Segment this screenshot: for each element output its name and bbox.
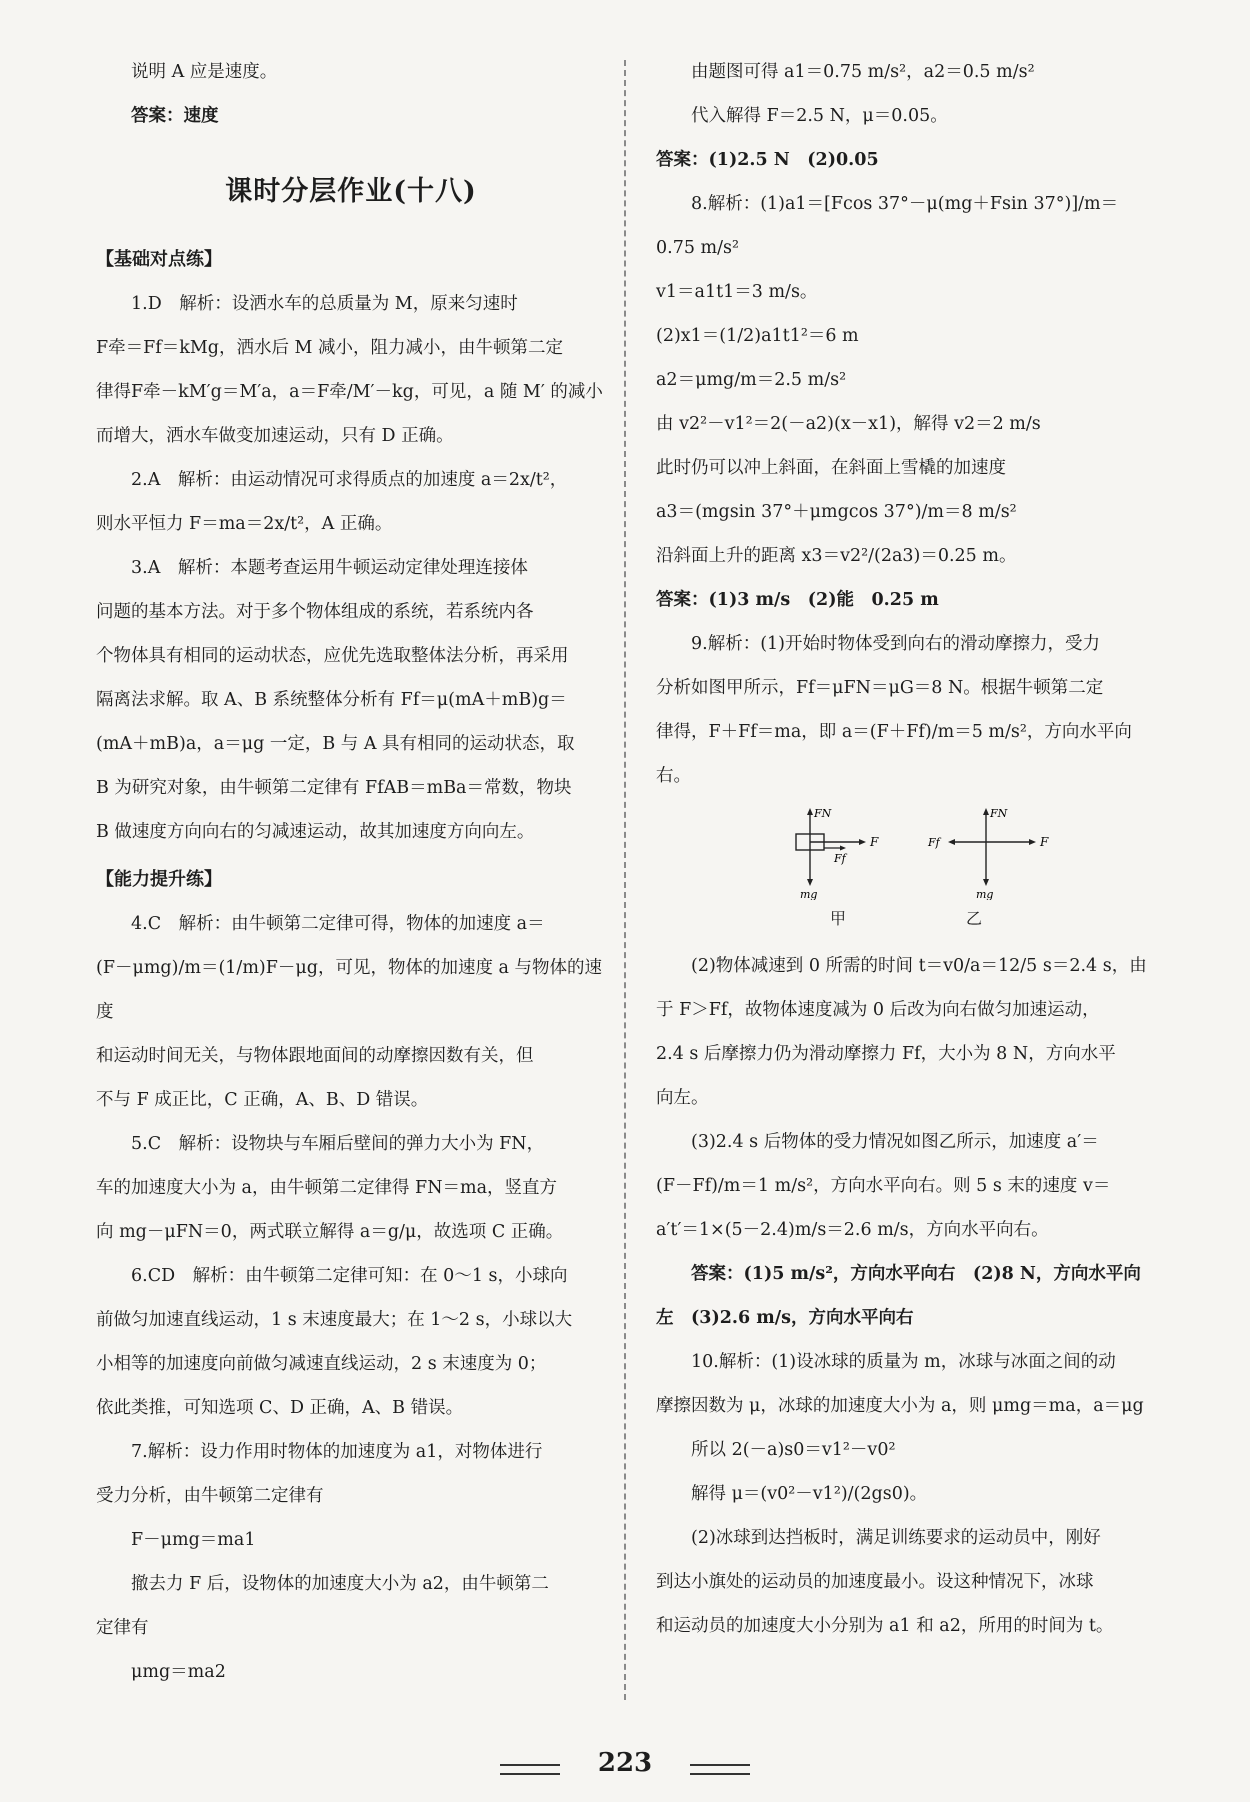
text-line: 摩擦因数为 μ，冰球的加速度大小为 a，则 μmg＝ma，a＝μg	[656, 1396, 1144, 1416]
question-3	[96, 546, 606, 854]
label-ff: Ff	[834, 852, 846, 865]
equation-line: 所以 2(－a)s0＝v1²－v0²	[691, 1440, 896, 1460]
text-line: 到达小旗处的运动员的加速度最小。设这种情况下，冰球	[656, 1572, 1094, 1592]
text-line: a3＝(mgsin 37°＋μmgcos 37°)/m＝8 m/s²	[656, 502, 1017, 522]
equation-line: F－μmg＝ma1	[131, 1530, 256, 1550]
text-line: 1.D 解析：设洒水车的总质量为 M，原来匀速时	[131, 294, 518, 314]
text-line: 8.解析：(1)a1＝[Fcos 37°－μ(mg＋Fsin 37°)]/m＝0.75 m/s²	[656, 194, 1119, 258]
question-1	[96, 282, 606, 458]
text-line: 2.4 s 后摩擦力仍为滑动摩擦力 Ff，大小为 8 N，方向水平	[656, 1044, 1116, 1064]
text-line: B 为研究对象，由牛顿第二定律有 FfAB＝mBa＝常数，物块	[96, 778, 572, 798]
text-line: 依此类推，可知选项 C、D 正确，A、B 错误。	[96, 1398, 464, 1418]
text-line: 则水平恒力 F＝ma＝2x/t²，A 正确。	[96, 514, 393, 534]
question-10	[656, 1340, 1156, 1648]
text-line: 问题的基本方法。对于多个物体组成的系统，若系统内各	[96, 602, 534, 622]
arrowhead-mg	[983, 879, 989, 886]
text-line: 6.CD 解析：由牛顿第二定律可知：在 0～1 s，小球向	[131, 1266, 568, 1286]
text-line: 10.解析：(1)设冰球的质量为 m，冰球与冰面之间的动	[691, 1352, 1116, 1372]
text-line: 3.A 解析：本题考查运用牛顿运动定律处理连接体	[131, 558, 528, 578]
text-line: 向左。	[656, 1088, 709, 1108]
text-line: 分析如图甲所示，Ff＝μFN＝μG＝8 N。根据牛顿第二定	[656, 678, 1104, 698]
left-column	[96, 50, 606, 1694]
text-line: (3)2.4 s 后物体的受力情况如图乙所示，加速度 a′＝	[691, 1132, 1099, 1152]
question-4	[96, 902, 606, 1122]
text-line: 隔离法求解。取 A、B 系统整体分析有 Ff＝μ(mA＋mB)g＝	[96, 690, 567, 710]
answer-line: 左 (3)2.6 m/s，方向水平向右	[656, 1308, 914, 1328]
answer-line: 答案：(1)5 m/s²，方向水平向右 (2)8 N，方向水平向	[691, 1264, 1141, 1284]
arrowhead-f	[859, 839, 866, 845]
force-diagram-a	[758, 804, 888, 900]
text-line: (2)x1＝(1/2)a1t1²＝6 m	[656, 326, 859, 346]
question-8	[656, 182, 1156, 622]
text-line: 7.解析：设力作用时物体的加速度为 a1，对物体进行	[131, 1442, 543, 1462]
text-line: 不与 F 成正比，C 正确，A、B、D 错误。	[96, 1090, 429, 1110]
section-heading-advanced: 【能力提升练】	[96, 869, 222, 890]
question-2	[96, 458, 606, 546]
text-line: 受力分析，由牛顿第二定律有	[96, 1486, 324, 1506]
text-line: (F－Ff)/m＝1 m/s²，方向水平向右。则 5 s 末的速度 v＝	[656, 1176, 1111, 1196]
text-line: F牵＝Ff＝kMg，洒水后 M 减小，阻力减小，由牛顿第二定	[96, 338, 564, 358]
force-diagrams	[656, 804, 1156, 900]
text-line: 小相等的加速度向前做匀减速直线运动，2 s 末速度为 0；	[96, 1354, 547, 1374]
text-line: 4.C 解析：由牛顿第二定律可得，物体的加速度 a＝	[131, 914, 545, 934]
text-line: 前做匀加速直线运动，1 s 末速度最大；在 1～2 s，小球以大	[96, 1310, 573, 1330]
answer-line: 答案：速度	[131, 106, 219, 126]
text-line: 向 mg－μFN＝0，两式联立解得 a＝g/μ，故选项 C 正确。	[96, 1222, 564, 1242]
text-line: 由 v2²－v1²＝2(－a2)(x－x1)，解得 v2＝2 m/s	[656, 414, 1041, 434]
equation-line: μmg＝ma2	[131, 1662, 226, 1682]
text-line: 律得F牵－kM′g＝M′a，a＝F牵/M′－kg，可见，a 随 M′ 的减小	[96, 382, 603, 402]
arrowhead-mg	[807, 879, 813, 886]
text-line: 9.解析：(1)开始时物体受到向右的滑动摩擦力，受力	[691, 634, 1100, 654]
label-fn: FN	[990, 807, 1008, 820]
text-line: 于 F＞Ff，故物体速度减为 0 后改为向右做匀加速运动，	[656, 1000, 1100, 1020]
text-line: 5.C 解析：设物块与车厢后壁间的弹力大小为 FN，	[131, 1134, 545, 1154]
section-heading-basic: 【基础对点练】	[96, 249, 222, 270]
figure-captions	[656, 904, 1156, 934]
text-line: (mA＋mB)a，a＝μg 一定，B 与 A 具有相同的运动状态，取	[96, 734, 575, 754]
text-line: 撤去力 F 后，设物体的加速度大小为 a2，由牛顿第二	[131, 1574, 549, 1594]
text-line: a′t′＝1×(5－2.4)m/s＝2.6 m/s，方向水平向右。	[656, 1220, 1049, 1240]
text-line: 和运动时间无关，与物体跟地面间的动摩擦因数有关，但	[96, 1046, 534, 1066]
caption-b: 乙	[966, 909, 983, 928]
question-9	[656, 622, 1156, 1340]
text-line: 个物体具有相同的运动状态，应优先选取整体法分析，再采用	[96, 646, 569, 666]
label-f: F	[870, 835, 879, 849]
section-title: 课时分层作业(十八)	[225, 176, 477, 207]
label-mg: mg	[976, 888, 994, 900]
arrowhead-f	[1029, 839, 1036, 845]
text-line: 沿斜面上升的距离 x3＝v2²/(2a3)＝0.25 m。	[656, 546, 1017, 566]
text-line: 代入解得 F＝2.5 N，μ＝0.05。	[691, 106, 948, 126]
text-line: 车的加速度大小为 a，由牛顿第二定律得 FN＝ma，竖直方	[96, 1178, 558, 1198]
question-6	[96, 1254, 606, 1430]
question-5	[96, 1122, 606, 1254]
text-line: 律得，F＋Ff＝ma，即 a＝(F＋Ff)/m＝5 m/s²，方向水平向右。	[656, 722, 1132, 786]
text-line: (F－μmg)/m＝(1/m)F－μg，可见，物体的加速度 a 与物体的速度	[96, 958, 603, 1022]
arrowhead-ff	[948, 839, 955, 845]
question-7	[96, 1430, 606, 1694]
text-line: 和运动员的加速度大小分别为 a1 和 a2，所用的时间为 t。	[656, 1616, 1114, 1636]
page-rule-left	[500, 1764, 560, 1775]
label-f: F	[1040, 835, 1049, 849]
text-line: a2＝μmg/m＝2.5 m/s²	[656, 370, 847, 390]
label-ff: Ff	[928, 836, 940, 849]
arrowhead-ff	[840, 846, 846, 851]
text-line: v1＝a1t1＝3 m/s。	[656, 282, 818, 302]
text-line: 定律有	[96, 1618, 149, 1638]
text-line: 此时仍可以冲上斜面，在斜面上雪橇的加速度	[656, 458, 1006, 478]
answer-line: 答案：(1)2.5 N (2)0.05	[656, 150, 879, 170]
column-divider	[624, 60, 626, 1700]
text-line: (2)冰球到达挡板时，满足训练要求的运动员中，刚好	[691, 1528, 1101, 1548]
label-fn: FN	[814, 807, 832, 820]
text-line: 由题图可得 a1＝0.75 m/s²，a2＝0.5 m/s²	[691, 62, 1035, 82]
text-line: 2.A 解析：由运动情况可求得质点的加速度 a＝2x/t²，	[131, 470, 568, 490]
right-column	[656, 50, 1156, 1648]
arrowhead-fn	[983, 808, 989, 815]
force-diagram-b	[924, 804, 1054, 900]
text-line: (2)物体减速到 0 所需的时间 t＝v0/a＝12/5 s＝2.4 s，由	[691, 956, 1147, 976]
equation-line: 解得 μ＝(v0²－v1²)/(2gs0)。	[691, 1484, 928, 1504]
page-number: 223	[597, 1748, 653, 1778]
page-rule-right	[690, 1764, 750, 1775]
caption-a: 甲	[829, 909, 846, 928]
text-line: 而增大，洒水车做变加速运动，只有 D 正确。	[96, 426, 454, 446]
label-mg: mg	[800, 888, 818, 900]
text-line: B 做速度方向向右的匀减速运动，故其加速度方向向左。	[96, 822, 535, 842]
answer-line: 答案：(1)3 m/s (2)能 0.25 m	[656, 590, 939, 610]
arrowhead-fn	[807, 808, 813, 815]
text-line: 说明 A 应是速度。	[131, 62, 278, 82]
